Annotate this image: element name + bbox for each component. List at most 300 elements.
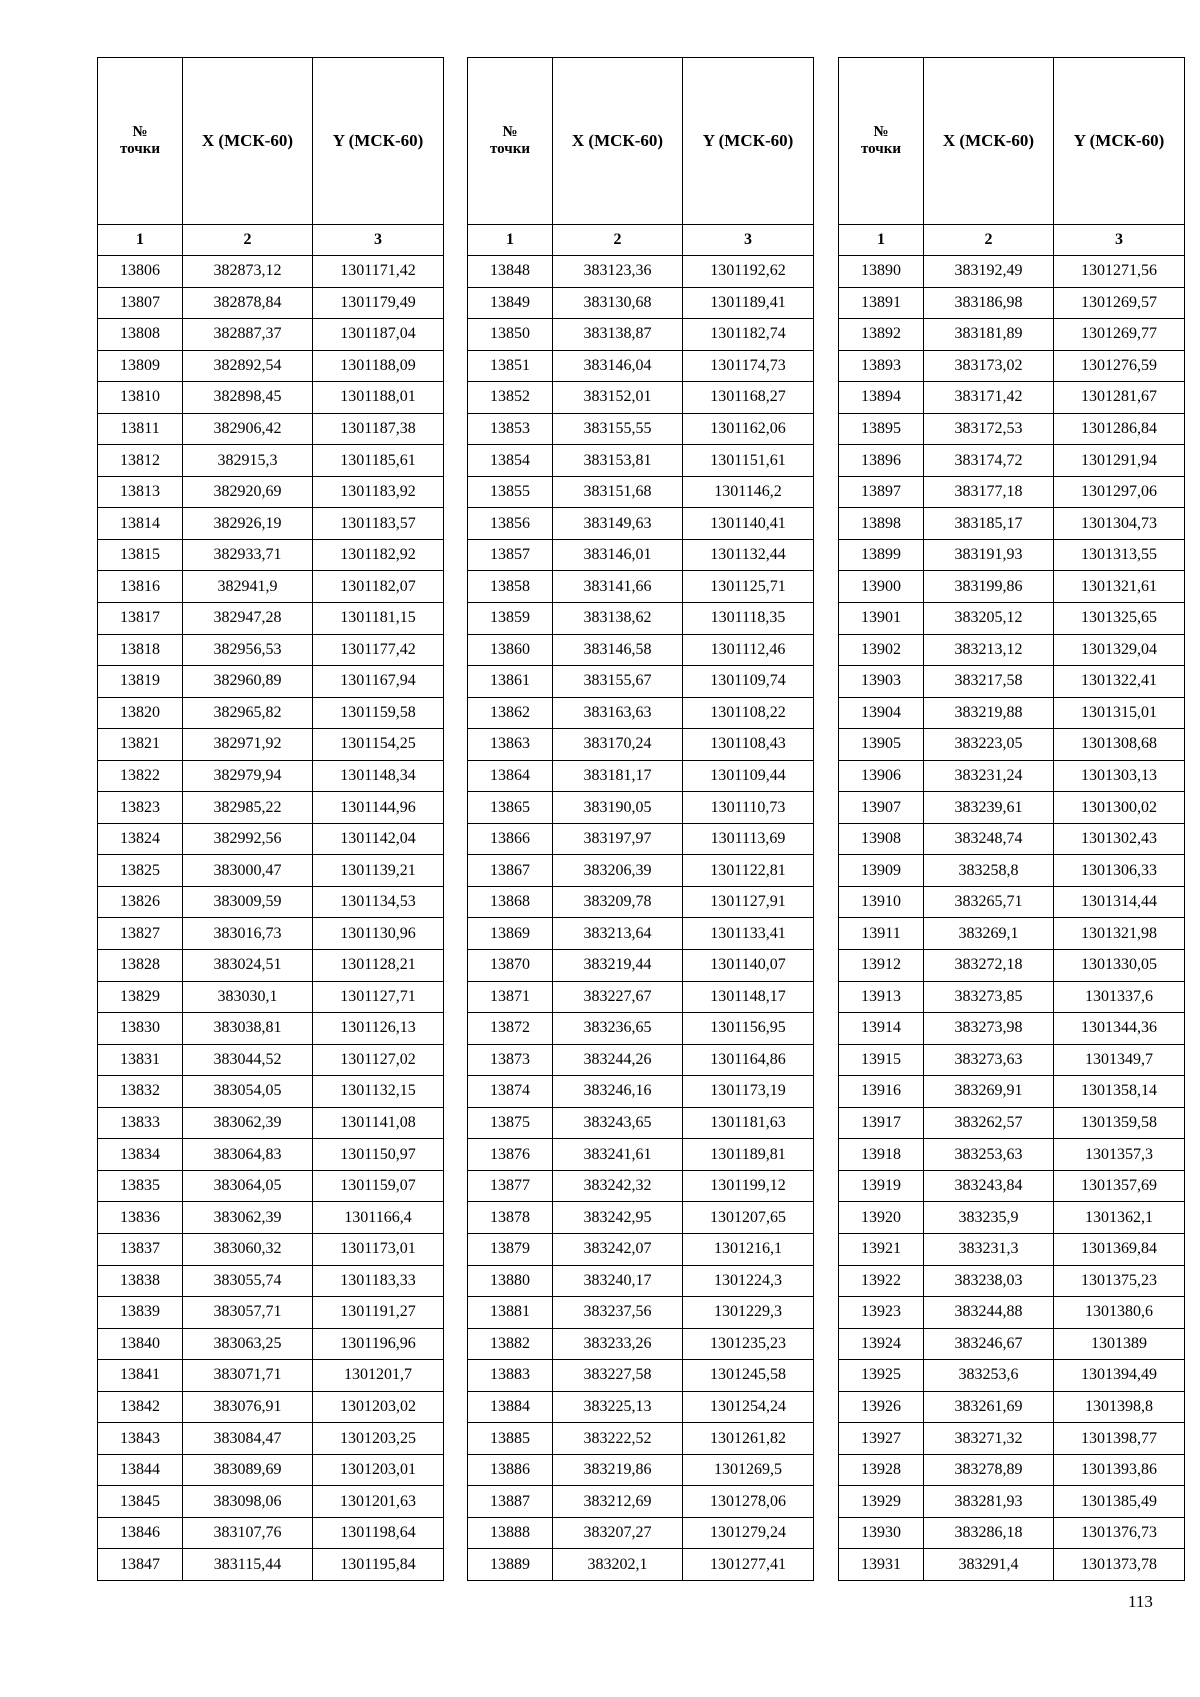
point-number-cell: 13839 bbox=[98, 1297, 183, 1329]
point-number-cell: 13865 bbox=[468, 792, 553, 824]
x-coordinate-cell: 382920,69 bbox=[183, 476, 313, 508]
y-coordinate-cell: 1301185,61 bbox=[313, 445, 444, 477]
table-row bbox=[839, 1360, 1185, 1392]
table-row bbox=[98, 729, 444, 761]
table-row bbox=[98, 1139, 444, 1171]
point-number-cell: 13920 bbox=[839, 1202, 924, 1234]
y-coordinate-cell: 1301188,09 bbox=[313, 350, 444, 382]
x-coordinate-cell: 383062,39 bbox=[183, 1107, 313, 1139]
y-coordinate-cell: 1301269,5 bbox=[683, 1454, 814, 1486]
y-coordinate-cell: 1301166,4 bbox=[313, 1202, 444, 1234]
y-coordinate-cell: 1301159,07 bbox=[313, 1170, 444, 1202]
point-number-cell: 13915 bbox=[839, 1044, 924, 1076]
table-row bbox=[839, 1044, 1185, 1076]
table-row bbox=[468, 855, 814, 887]
table-row bbox=[98, 350, 444, 382]
table-row bbox=[468, 697, 814, 729]
y-coordinate-cell: 1301235,23 bbox=[683, 1328, 814, 1360]
point-number-cell: 13844 bbox=[98, 1454, 183, 1486]
y-coordinate-cell: 1301171,42 bbox=[313, 256, 444, 288]
table-row bbox=[98, 1233, 444, 1265]
x-coordinate-cell: 383238,03 bbox=[924, 1265, 1054, 1297]
table-row bbox=[98, 1076, 444, 1108]
point-number-cell: 13897 bbox=[839, 476, 924, 508]
table-row bbox=[839, 476, 1185, 508]
y-coordinate-cell: 1301207,65 bbox=[683, 1202, 814, 1234]
point-number-cell: 13832 bbox=[98, 1076, 183, 1108]
y-coordinate-cell: 1301113,69 bbox=[683, 823, 814, 855]
point-number-cell: 13923 bbox=[839, 1297, 924, 1329]
table-row bbox=[468, 476, 814, 508]
point-number-cell: 13850 bbox=[468, 319, 553, 351]
x-coordinate-cell: 383155,55 bbox=[553, 413, 683, 445]
y-coordinate-cell: 1301125,71 bbox=[683, 571, 814, 603]
y-coordinate-cell: 1301118,35 bbox=[683, 603, 814, 635]
y-coordinate-cell: 1301127,91 bbox=[683, 886, 814, 918]
y-coordinate-cell: 1301344,36 bbox=[1054, 1013, 1185, 1045]
x-coordinate-cell: 383062,39 bbox=[183, 1202, 313, 1234]
point-number-cell: 13929 bbox=[839, 1486, 924, 1518]
table-row bbox=[98, 476, 444, 508]
point-number-cell: 13866 bbox=[468, 823, 553, 855]
table-row bbox=[468, 1328, 814, 1360]
point-number-cell: 13825 bbox=[98, 855, 183, 887]
table-row bbox=[98, 1107, 444, 1139]
x-coordinate-cell: 383281,93 bbox=[924, 1486, 1054, 1518]
point-number-cell: 13826 bbox=[98, 886, 183, 918]
x-coordinate-cell: 383138,62 bbox=[553, 603, 683, 635]
y-coordinate-cell: 1301315,01 bbox=[1054, 697, 1185, 729]
table-row bbox=[468, 1202, 814, 1234]
column-number: 2 bbox=[183, 225, 313, 256]
y-coordinate-cell: 1301358,14 bbox=[1054, 1076, 1185, 1108]
point-number-cell: 13919 bbox=[839, 1170, 924, 1202]
point-number-cell: 13910 bbox=[839, 886, 924, 918]
x-coordinate-cell: 383181,17 bbox=[553, 760, 683, 792]
point-number-cell: 13859 bbox=[468, 603, 553, 635]
point-number-cell: 13884 bbox=[468, 1391, 553, 1423]
table-row bbox=[468, 508, 814, 540]
table-row bbox=[839, 1202, 1185, 1234]
point-number-cell: 13876 bbox=[468, 1139, 553, 1171]
y-coordinate-cell: 1301127,02 bbox=[313, 1044, 444, 1076]
x-coordinate-cell: 383071,71 bbox=[183, 1360, 313, 1392]
point-number-cell: 13914 bbox=[839, 1013, 924, 1045]
x-coordinate-cell: 383278,89 bbox=[924, 1454, 1054, 1486]
point-number-cell: 13906 bbox=[839, 760, 924, 792]
x-coordinate-cell: 383089,69 bbox=[183, 1454, 313, 1486]
point-number-cell: 13812 bbox=[98, 445, 183, 477]
x-coordinate-cell: 383253,6 bbox=[924, 1360, 1054, 1392]
point-number-cell: 13820 bbox=[98, 697, 183, 729]
x-coordinate-cell: 383054,05 bbox=[183, 1076, 313, 1108]
point-number-cell: 13878 bbox=[468, 1202, 553, 1234]
x-coordinate-cell: 383185,17 bbox=[924, 508, 1054, 540]
y-coordinate-cell: 1301394,49 bbox=[1054, 1360, 1185, 1392]
x-coordinate-cell: 383261,69 bbox=[924, 1391, 1054, 1423]
coordinates-table-2 bbox=[467, 57, 814, 1581]
table-row bbox=[98, 918, 444, 950]
y-coordinate-cell: 1301177,42 bbox=[313, 634, 444, 666]
x-coordinate-cell: 383273,63 bbox=[924, 1044, 1054, 1076]
x-coordinate-cell: 383146,58 bbox=[553, 634, 683, 666]
table-row bbox=[839, 1013, 1185, 1045]
table-row bbox=[839, 603, 1185, 635]
y-coordinate-cell: 1301291,94 bbox=[1054, 445, 1185, 477]
point-number-cell: 13836 bbox=[98, 1202, 183, 1234]
table-header-row bbox=[839, 58, 1185, 225]
point-number-cell: 13896 bbox=[839, 445, 924, 477]
table-row bbox=[839, 382, 1185, 414]
point-number-cell: 13918 bbox=[839, 1139, 924, 1171]
point-number-cell: 13858 bbox=[468, 571, 553, 603]
x-coordinate-cell: 383199,86 bbox=[924, 571, 1054, 603]
table-row bbox=[98, 1044, 444, 1076]
x-coordinate-cell: 383273,98 bbox=[924, 1013, 1054, 1045]
table-row bbox=[98, 792, 444, 824]
x-coordinate-cell: 382971,92 bbox=[183, 729, 313, 761]
table-row bbox=[468, 760, 814, 792]
x-coordinate-cell: 383197,97 bbox=[553, 823, 683, 855]
y-coordinate-cell: 1301188,01 bbox=[313, 382, 444, 414]
y-coordinate-cell: 1301173,19 bbox=[683, 1076, 814, 1108]
y-coordinate-cell: 1301359,58 bbox=[1054, 1107, 1185, 1139]
point-number-cell: 13819 bbox=[98, 666, 183, 698]
table-row bbox=[98, 539, 444, 571]
x-coordinate-cell: 383272,18 bbox=[924, 950, 1054, 982]
y-coordinate-cell: 1301357,3 bbox=[1054, 1139, 1185, 1171]
y-coordinate-cell: 1301196,96 bbox=[313, 1328, 444, 1360]
table-row bbox=[839, 729, 1185, 761]
y-coordinate-cell: 1301122,81 bbox=[683, 855, 814, 887]
table-row bbox=[468, 1265, 814, 1297]
table-row bbox=[468, 1360, 814, 1392]
y-coordinate-cell: 1301168,27 bbox=[683, 382, 814, 414]
point-number-cell: 13902 bbox=[839, 634, 924, 666]
point-number-cell: 13917 bbox=[839, 1107, 924, 1139]
table-row bbox=[468, 445, 814, 477]
point-number-cell: 13928 bbox=[839, 1454, 924, 1486]
table-row bbox=[468, 1423, 814, 1455]
point-number-cell: 13869 bbox=[468, 918, 553, 950]
point-number-cell: 13856 bbox=[468, 508, 553, 540]
y-coordinate-cell: 1301325,65 bbox=[1054, 603, 1185, 635]
y-coordinate-cell: 1301162,06 bbox=[683, 413, 814, 445]
table-row bbox=[839, 666, 1185, 698]
y-coordinate-cell: 1301148,17 bbox=[683, 981, 814, 1013]
point-number-cell: 13853 bbox=[468, 413, 553, 445]
table-row bbox=[839, 792, 1185, 824]
table-row bbox=[468, 319, 814, 351]
x-coordinate-cell: 383107,76 bbox=[183, 1517, 313, 1549]
y-coordinate-cell: 1301189,81 bbox=[683, 1139, 814, 1171]
x-coordinate-cell: 383064,05 bbox=[183, 1170, 313, 1202]
table-row bbox=[839, 981, 1185, 1013]
x-coordinate-cell: 383191,93 bbox=[924, 539, 1054, 571]
y-coordinate-cell: 1301306,33 bbox=[1054, 855, 1185, 887]
table-row bbox=[468, 1517, 814, 1549]
point-number-cell: 13890 bbox=[839, 256, 924, 288]
x-coordinate-cell: 383030,1 bbox=[183, 981, 313, 1013]
x-coordinate-cell: 383174,72 bbox=[924, 445, 1054, 477]
x-coordinate-cell: 383009,59 bbox=[183, 886, 313, 918]
point-number-cell: 13886 bbox=[468, 1454, 553, 1486]
x-coordinate-cell: 383227,58 bbox=[553, 1360, 683, 1392]
point-number-cell: 13911 bbox=[839, 918, 924, 950]
x-coordinate-cell: 382965,82 bbox=[183, 697, 313, 729]
point-number-cell: 13912 bbox=[839, 950, 924, 982]
x-coordinate-cell: 383205,12 bbox=[924, 603, 1054, 635]
point-number-cell: 13841 bbox=[98, 1360, 183, 1392]
x-coordinate-cell: 383141,66 bbox=[553, 571, 683, 603]
x-coordinate-cell: 383172,53 bbox=[924, 413, 1054, 445]
point-number-cell: 13860 bbox=[468, 634, 553, 666]
column-number: 3 bbox=[683, 225, 814, 256]
y-coordinate-cell: 1301337,6 bbox=[1054, 981, 1185, 1013]
y-coordinate-cell: 1301203,02 bbox=[313, 1391, 444, 1423]
y-coordinate-cell: 1301201,63 bbox=[313, 1486, 444, 1518]
table-row bbox=[98, 823, 444, 855]
x-coordinate-cell: 383213,12 bbox=[924, 634, 1054, 666]
x-coordinate-cell: 383227,67 bbox=[553, 981, 683, 1013]
y-coordinate-cell: 1301303,13 bbox=[1054, 760, 1185, 792]
x-coordinate-cell: 383044,52 bbox=[183, 1044, 313, 1076]
table-row bbox=[98, 413, 444, 445]
table-row bbox=[839, 1297, 1185, 1329]
point-number-cell: 13846 bbox=[98, 1517, 183, 1549]
y-coordinate-cell: 1301269,77 bbox=[1054, 319, 1185, 351]
table-row bbox=[468, 1549, 814, 1581]
x-coordinate-cell: 383271,32 bbox=[924, 1423, 1054, 1455]
column-number-row bbox=[98, 225, 444, 256]
x-coordinate-cell: 383237,56 bbox=[553, 1297, 683, 1329]
table-row bbox=[98, 981, 444, 1013]
x-coordinate-cell: 383170,24 bbox=[553, 729, 683, 761]
table-row bbox=[98, 256, 444, 288]
table-row bbox=[98, 1328, 444, 1360]
x-coordinate-cell: 383248,74 bbox=[924, 823, 1054, 855]
y-coordinate-cell: 1301110,73 bbox=[683, 792, 814, 824]
y-coordinate-cell: 1301398,77 bbox=[1054, 1423, 1185, 1455]
x-coordinate-cell: 383240,17 bbox=[553, 1265, 683, 1297]
y-coordinate-cell: 1301281,67 bbox=[1054, 382, 1185, 414]
x-coordinate-cell: 383265,71 bbox=[924, 886, 1054, 918]
x-coordinate-cell: 383269,91 bbox=[924, 1076, 1054, 1108]
y-coordinate-cell: 1301156,95 bbox=[683, 1013, 814, 1045]
x-coordinate-cell: 383243,84 bbox=[924, 1170, 1054, 1202]
y-coordinate-cell: 1301314,44 bbox=[1054, 886, 1185, 918]
point-number-cell: 13907 bbox=[839, 792, 924, 824]
x-coordinate-cell: 383163,63 bbox=[553, 697, 683, 729]
table-row bbox=[98, 382, 444, 414]
x-coordinate-cell: 383149,63 bbox=[553, 508, 683, 540]
table-row bbox=[839, 256, 1185, 288]
x-coordinate-cell: 383244,88 bbox=[924, 1297, 1054, 1329]
x-coordinate-cell: 383231,3 bbox=[924, 1233, 1054, 1265]
column-number: 1 bbox=[98, 225, 183, 256]
point-number-cell: 13818 bbox=[98, 634, 183, 666]
x-coordinate-cell: 382906,42 bbox=[183, 413, 313, 445]
y-coordinate-cell: 1301144,96 bbox=[313, 792, 444, 824]
x-coordinate-cell: 383192,49 bbox=[924, 256, 1054, 288]
x-coordinate-cell: 382898,45 bbox=[183, 382, 313, 414]
point-number-cell: 13849 bbox=[468, 287, 553, 319]
y-coordinate-cell: 1301373,78 bbox=[1054, 1549, 1185, 1581]
y-coordinate-cell: 1301321,61 bbox=[1054, 571, 1185, 603]
x-coordinate-cell: 383000,47 bbox=[183, 855, 313, 887]
x-coordinate-cell: 383115,44 bbox=[183, 1549, 313, 1581]
point-number-cell: 13909 bbox=[839, 855, 924, 887]
table-row bbox=[98, 666, 444, 698]
table-row bbox=[468, 539, 814, 571]
x-coordinate-cell: 383186,98 bbox=[924, 287, 1054, 319]
point-number-cell: 13882 bbox=[468, 1328, 553, 1360]
point-number-cell: 13891 bbox=[839, 287, 924, 319]
point-number-cell: 13852 bbox=[468, 382, 553, 414]
y-coordinate-cell: 1301183,57 bbox=[313, 508, 444, 540]
point-number-cell: 13921 bbox=[839, 1233, 924, 1265]
point-number-cell: 13893 bbox=[839, 350, 924, 382]
y-coordinate-cell: 1301140,41 bbox=[683, 508, 814, 540]
y-coordinate-cell: 1301174,73 bbox=[683, 350, 814, 382]
y-coordinate-cell: 1301304,73 bbox=[1054, 508, 1185, 540]
y-coordinate-cell: 1301269,57 bbox=[1054, 287, 1185, 319]
point-number-cell: 13809 bbox=[98, 350, 183, 382]
x-coordinate-cell: 383241,61 bbox=[553, 1139, 683, 1171]
point-number-cell: 13888 bbox=[468, 1517, 553, 1549]
table-row bbox=[98, 1265, 444, 1297]
table-row bbox=[468, 1170, 814, 1202]
y-coordinate-cell: 1301133,41 bbox=[683, 918, 814, 950]
x-coordinate-cell: 383269,1 bbox=[924, 918, 1054, 950]
x-coordinate-cell: 383038,81 bbox=[183, 1013, 313, 1045]
point-number-cell: 13901 bbox=[839, 603, 924, 635]
x-coordinate-cell: 383138,87 bbox=[553, 319, 683, 351]
table-row bbox=[839, 1233, 1185, 1265]
table-row bbox=[839, 760, 1185, 792]
column-number: 2 bbox=[924, 225, 1054, 256]
x-coordinate-cell: 383146,01 bbox=[553, 539, 683, 571]
table-row bbox=[468, 1297, 814, 1329]
x-coordinate-cell: 382887,37 bbox=[183, 319, 313, 351]
y-coordinate-cell: 1301189,41 bbox=[683, 287, 814, 319]
point-number-cell: 13821 bbox=[98, 729, 183, 761]
y-coordinate-cell: 1301142,04 bbox=[313, 823, 444, 855]
point-number-cell: 13862 bbox=[468, 697, 553, 729]
header-y: Y (МСК-60) bbox=[1054, 58, 1185, 225]
table-row bbox=[468, 1044, 814, 1076]
table-row bbox=[98, 1423, 444, 1455]
point-number-cell: 13924 bbox=[839, 1328, 924, 1360]
point-number-cell: 13904 bbox=[839, 697, 924, 729]
x-coordinate-cell: 383171,42 bbox=[924, 382, 1054, 414]
x-coordinate-cell: 383243,65 bbox=[553, 1107, 683, 1139]
x-coordinate-cell: 382992,56 bbox=[183, 823, 313, 855]
point-number-cell: 13875 bbox=[468, 1107, 553, 1139]
y-coordinate-cell: 1301385,49 bbox=[1054, 1486, 1185, 1518]
x-coordinate-cell: 383151,68 bbox=[553, 476, 683, 508]
y-coordinate-cell: 1301321,98 bbox=[1054, 918, 1185, 950]
point-number-cell: 13817 bbox=[98, 603, 183, 635]
point-number-cell: 13807 bbox=[98, 287, 183, 319]
point-number-cell: 13815 bbox=[98, 539, 183, 571]
table-row bbox=[839, 571, 1185, 603]
x-coordinate-cell: 383219,88 bbox=[924, 697, 1054, 729]
x-coordinate-cell: 382941,9 bbox=[183, 571, 313, 603]
table-row bbox=[98, 1549, 444, 1581]
point-number-cell: 13814 bbox=[98, 508, 183, 540]
x-coordinate-cell: 383024,51 bbox=[183, 950, 313, 982]
table-row bbox=[468, 792, 814, 824]
x-coordinate-cell: 383222,52 bbox=[553, 1423, 683, 1455]
table-row bbox=[98, 697, 444, 729]
table-row bbox=[98, 1486, 444, 1518]
header-x: X (МСК-60) bbox=[183, 58, 313, 225]
table-row bbox=[839, 319, 1185, 351]
x-coordinate-cell: 383273,85 bbox=[924, 981, 1054, 1013]
point-number-cell: 13845 bbox=[98, 1486, 183, 1518]
y-coordinate-cell: 1301203,01 bbox=[313, 1454, 444, 1486]
column-number: 1 bbox=[468, 225, 553, 256]
y-coordinate-cell: 1301134,53 bbox=[313, 886, 444, 918]
x-coordinate-cell: 383057,71 bbox=[183, 1297, 313, 1329]
point-number-cell: 13873 bbox=[468, 1044, 553, 1076]
y-coordinate-cell: 1301187,38 bbox=[313, 413, 444, 445]
x-coordinate-cell: 383098,06 bbox=[183, 1486, 313, 1518]
table-row bbox=[468, 666, 814, 698]
table-row bbox=[839, 823, 1185, 855]
y-coordinate-cell: 1301183,33 bbox=[313, 1265, 444, 1297]
table-row bbox=[839, 445, 1185, 477]
y-coordinate-cell: 1301302,43 bbox=[1054, 823, 1185, 855]
y-coordinate-cell: 1301393,86 bbox=[1054, 1454, 1185, 1486]
y-coordinate-cell: 1301389 bbox=[1054, 1328, 1185, 1360]
y-coordinate-cell: 1301141,08 bbox=[313, 1107, 444, 1139]
y-coordinate-cell: 1301130,96 bbox=[313, 918, 444, 950]
point-number-cell: 13808 bbox=[98, 319, 183, 351]
y-coordinate-cell: 1301140,07 bbox=[683, 950, 814, 982]
y-coordinate-cell: 1301279,24 bbox=[683, 1517, 814, 1549]
x-coordinate-cell: 382873,12 bbox=[183, 256, 313, 288]
y-coordinate-cell: 1301199,12 bbox=[683, 1170, 814, 1202]
point-number-cell: 13885 bbox=[468, 1423, 553, 1455]
point-number-cell: 13877 bbox=[468, 1170, 553, 1202]
table-row bbox=[468, 413, 814, 445]
x-coordinate-cell: 383060,32 bbox=[183, 1233, 313, 1265]
table-row bbox=[98, 1360, 444, 1392]
x-coordinate-cell: 382985,22 bbox=[183, 792, 313, 824]
table-row bbox=[468, 1107, 814, 1139]
table-row bbox=[468, 981, 814, 1013]
table-row bbox=[98, 634, 444, 666]
point-number-cell: 13874 bbox=[468, 1076, 553, 1108]
x-coordinate-cell: 383246,67 bbox=[924, 1328, 1054, 1360]
x-coordinate-cell: 383152,01 bbox=[553, 382, 683, 414]
x-coordinate-cell: 383016,73 bbox=[183, 918, 313, 950]
table-row bbox=[468, 256, 814, 288]
y-coordinate-cell: 1301159,58 bbox=[313, 697, 444, 729]
y-coordinate-cell: 1301229,3 bbox=[683, 1297, 814, 1329]
point-number-cell: 13931 bbox=[839, 1549, 924, 1581]
column-number-row bbox=[468, 225, 814, 256]
y-coordinate-cell: 1301362,1 bbox=[1054, 1202, 1185, 1234]
table-row bbox=[98, 445, 444, 477]
y-coordinate-cell: 1301329,04 bbox=[1054, 634, 1185, 666]
table-row bbox=[468, 950, 814, 982]
table-row bbox=[98, 886, 444, 918]
y-coordinate-cell: 1301146,2 bbox=[683, 476, 814, 508]
x-coordinate-cell: 383242,07 bbox=[553, 1233, 683, 1265]
